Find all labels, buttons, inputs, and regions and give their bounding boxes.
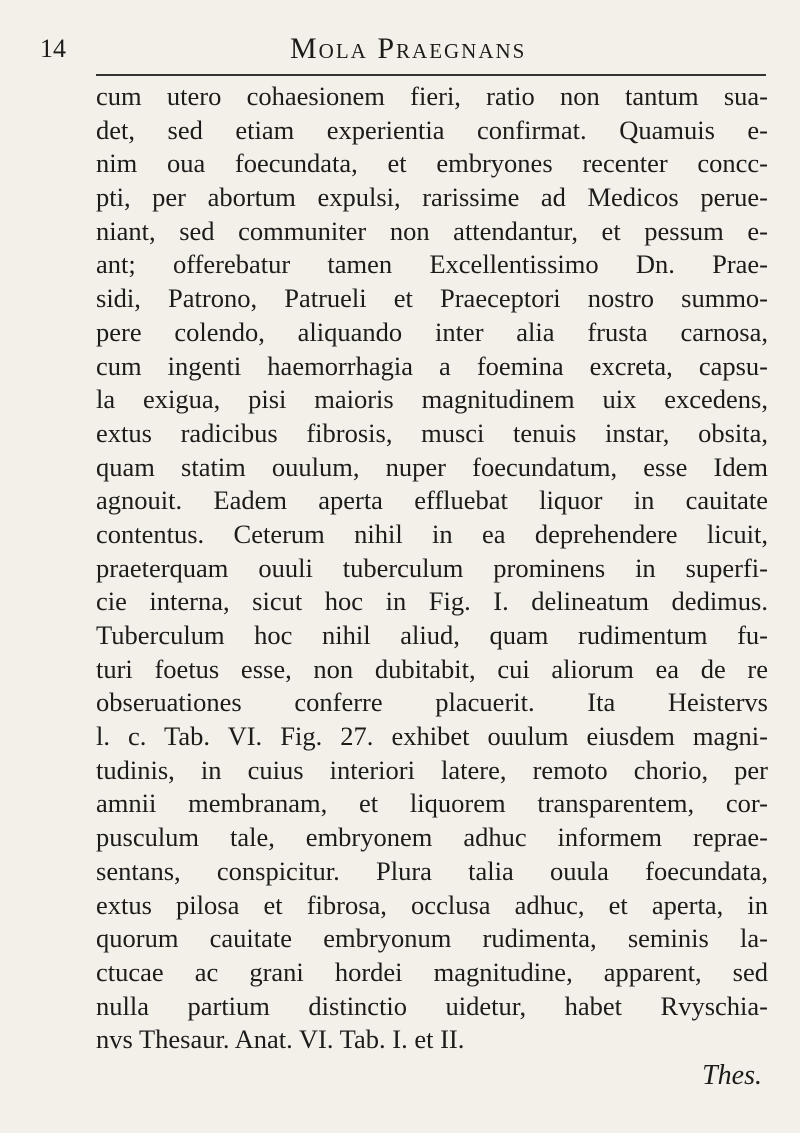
text-line: Tuberculum hoc nihil aliud, quam rudimentum fu- (96, 620, 768, 650)
text-line: nim oua foecundata, et embryones recenter concc- (96, 148, 768, 179)
page-number: 14 (40, 34, 66, 63)
text-line: ctucae ac grani hordei magnitudine, apparent, sed (96, 956, 768, 987)
text-line: agnouit. Eadem aperta effluebat liquor in cauitate (96, 485, 768, 516)
text-line: tudinis, in cuius interiori latere, remoto chorio, per (96, 754, 768, 785)
text-line: cum ingenti haemorrhagia a foemina excreta, capsu- (96, 350, 768, 381)
text-line: la exigua, pisi maioris magnitudinem uix excedens, (96, 384, 768, 415)
text-line: nvs Thesaur. Anat. VI. Tab. I. et II. (96, 1024, 465, 1055)
text-line: contentus. Ceterum nihil in ea deprehendere licuit, (96, 518, 768, 549)
text-line: extus radicibus fibrosis, musci tenuis instar, obsita, (96, 417, 768, 448)
text-line: quorum cauitate embryonum rudimenta, seminis la- (96, 923, 768, 954)
running-title: Mola Praegnans (290, 32, 527, 65)
text-line: quam statim ouulum, nuper foecundatum, esse Idem (96, 451, 768, 482)
text-line: sidi, Patrono, Patrueli et Praeceptori nostro summo- (96, 283, 768, 314)
header-rule (96, 74, 766, 76)
text-line: sentans, conspicitur. Plura talia ouula foecundata, (96, 855, 768, 886)
text-line: extus pilosa et fibrosa, occlusa adhuc, et aperta, in (96, 889, 768, 920)
body-text (96, 80, 768, 1057)
text-line: cum utero cohaesionem fieri, ratio non tantum sua- (96, 81, 768, 111)
text-line: ant; offerebatur tamen Excellentissimo Dn. Prae- (96, 249, 768, 280)
text-line: amnii membranam, et liquorem transparentem, cor- (96, 788, 768, 819)
catchword: Thes. (702, 1060, 762, 1091)
text-line: pusculum tale, embryonem adhuc informem reprae- (96, 822, 768, 853)
text-line: pere colendo, aliquando inter alia frusta carnosa, (96, 316, 768, 347)
text-line: l. c. Tab. VI. Fig. 27. exhibet ouulum eiusdem magni- (96, 721, 768, 752)
text-line: turi foetus esse, non dubitabit, cui aliorum ea de re (96, 653, 768, 684)
text-line: cie interna, sicut hoc in Fig. I. delineatum dedimus. (96, 586, 768, 617)
text-line: nulla partium distinctio uidetur, habet Rvyschia- (96, 990, 768, 1021)
text-line: niant, sed communiter non attendantur, et pessum e- (96, 215, 768, 246)
text-line: det, sed etiam experientia confirmat. Quamuis e- (96, 114, 768, 145)
text-line: obseruationes conferre placuerit. Ita Heistervs (96, 687, 768, 718)
text-line: pti, per abortum expulsi, rarissime ad Medicos perue- (96, 182, 768, 213)
text-line: praeterquam ouuli tuberculum prominens in superfi- (96, 552, 768, 583)
running-head (0, 0, 800, 80)
